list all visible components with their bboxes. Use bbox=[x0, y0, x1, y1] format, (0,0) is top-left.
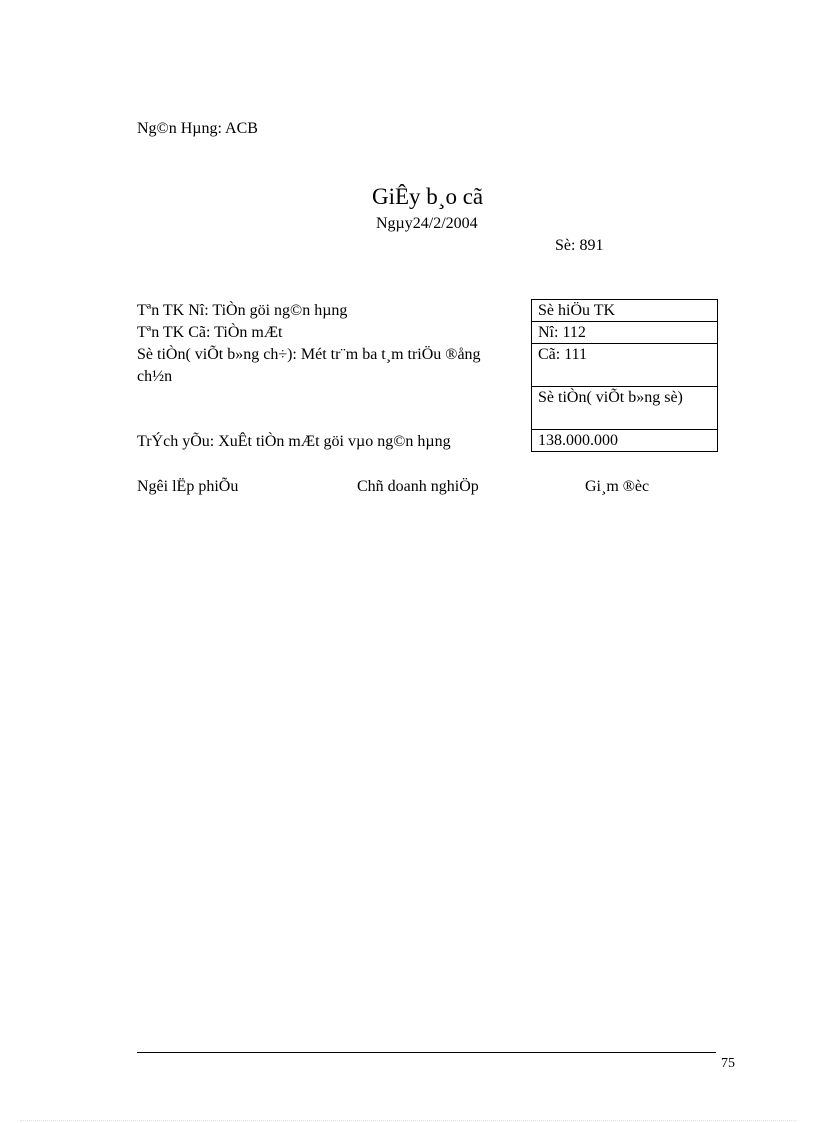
credit-account-code: Cã: 111 bbox=[532, 344, 718, 387]
table-row bbox=[532, 300, 718, 322]
signature-owner: Chñ doanh nghiÖp bbox=[357, 478, 479, 495]
amount-in-words: Sè tiÒn( viÕt b»ng ch÷): Mét tr¨m ba t¸m triÖu ®ång ch½n bbox=[137, 346, 481, 385]
document-title: GiÊy b¸o cã bbox=[372, 184, 484, 209]
amount-number-label: Sè tiÒn( viÕt b»ng sè) bbox=[532, 387, 718, 430]
page-edge-divider bbox=[20, 1120, 796, 1121]
account-table-header: Sè hiÖu TK bbox=[532, 300, 718, 322]
bank-name: Ng©n Hµng: ACB bbox=[137, 120, 258, 137]
summary: TrÝch yÕu: XuÊt tiÒn mÆt göi vµo ng©n hµng bbox=[137, 433, 451, 450]
account-table bbox=[531, 299, 718, 452]
document-date: Ngµy24/2/2004 bbox=[376, 215, 478, 232]
page-number: 75 bbox=[721, 1056, 735, 1071]
table-row bbox=[532, 430, 718, 452]
signature-preparer: Ngêi lËp phiÕu bbox=[137, 478, 239, 495]
table-row bbox=[532, 344, 718, 387]
document-number: Sè: 891 bbox=[555, 237, 604, 254]
credit-account-name: Tªn TK Cã: TiÒn mÆt bbox=[137, 324, 283, 341]
table-row bbox=[532, 387, 718, 430]
debit-account-code: Nî: 112 bbox=[532, 322, 718, 344]
amount-number-value: 138.000.000 bbox=[532, 430, 718, 452]
debit-account-name: Tªn TK Nî: TiÒn göi ng©n hµng bbox=[137, 302, 348, 319]
footer-divider bbox=[137, 1052, 716, 1053]
table-row bbox=[532, 322, 718, 344]
signature-director: Gi¸m ®èc bbox=[585, 478, 650, 495]
